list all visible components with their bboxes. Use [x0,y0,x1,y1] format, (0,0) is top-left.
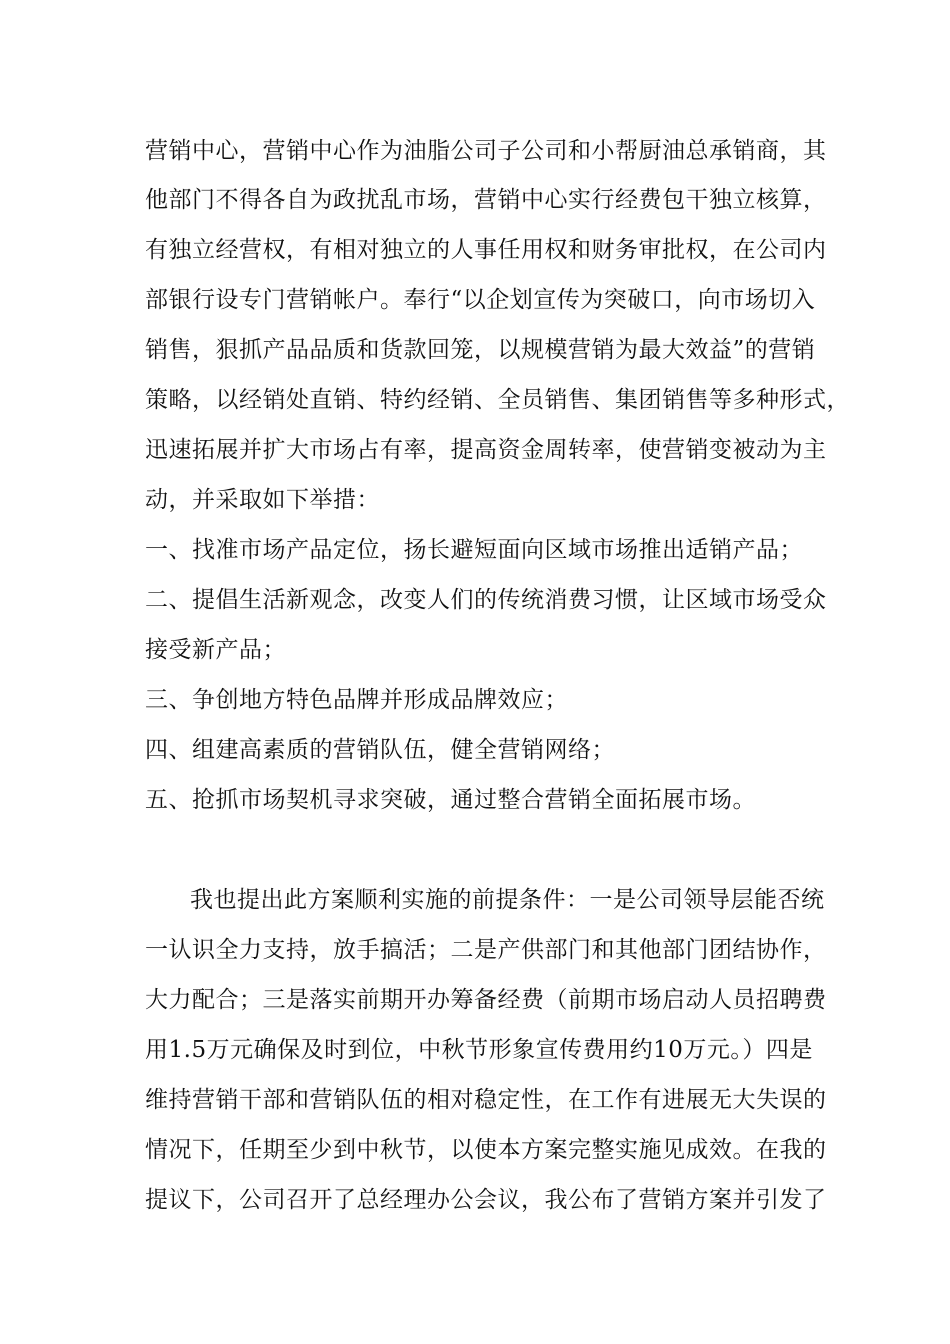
text-line: 维持营销干部和营销队伍的相对稳定性，在工作有进展无大失误的 [145,1087,827,1113]
text-line: 情况下，任期至少到中秋节，以使本方案完整实施见成效。在我的 [145,1137,827,1163]
list-item: 五、抢抓市场契机寻求突破，通过整合营销全面拓展市场。 [145,787,756,813]
list-item: 四、组建高素质的营销队伍，健全营销网络； [145,737,615,763]
text-line: 迅速拓展并扩大市场占有率，提高资金周转率，使营销变被动为主 [145,437,827,463]
text-line: 部银行设专门营销帐户。奉行“以企划宣传为突破口，向市场切入 [145,287,816,313]
text-line: 大力配合；三是落实前期开办筹备经费（前期市场启动人员招聘费 [145,987,827,1013]
text-line: 动，并采取如下举措： [145,487,380,513]
list-item: 三、争创地方特色品牌并形成品牌效应； [145,687,568,713]
list-item: 一、找准市场产品定位，扬长避短面向区域市场推出适销产品； [145,537,803,563]
text-line: 我也提出此方案顺利实施的前提条件：一是公司领导层能否统 [190,887,825,913]
list-item: 二、提倡生活新观念，改变人们的传统消费习惯，让区域市场受众 [145,587,827,613]
text-line: 有独立经营权，有相对独立的人事任用权和财务审批权，在公司内 [145,237,827,263]
text-line: 销售，狠抓产品品质和货款回笼，以规模营销为最大效益”的营销 [145,337,816,363]
text-line: 营销中心，营销中心作为油脂公司子公司和小帮厨油总承销商，其 [145,138,827,164]
text-line: 提议下，公司召开了总经理办公会议，我公布了营销方案并引发了 [145,1187,827,1213]
text-line: 一认识全力支持，放手搞活；二是产供部门和其他部门团结协作， [145,937,827,963]
text-line: 用1.5万元确保及时到位，中秋节形象宣传费用约10万元。）四是 [145,1037,813,1063]
list-item: 接受新产品； [145,637,286,663]
text-line: 策略，以经销处直销、特约经销、全员销售、集团销售等多种形式， [145,387,850,413]
text-line: 他部门不得各自为政扰乱市场，营销中心实行经费包干独立核算， [145,187,827,213]
